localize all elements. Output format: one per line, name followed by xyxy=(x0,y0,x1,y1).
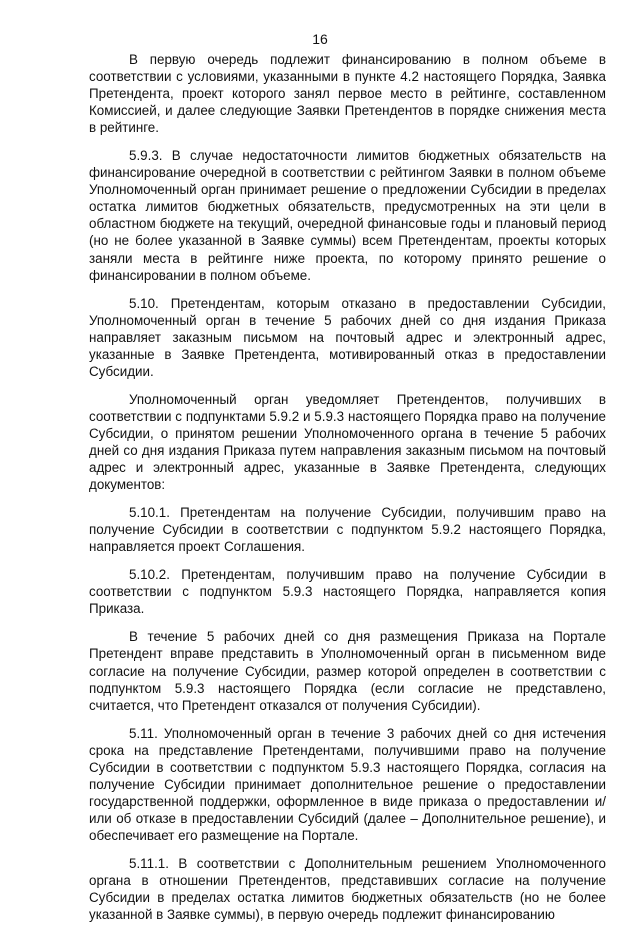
paragraph-notification: Уполномоченный орган уведомляет Претендентов, получивших в соответствии с подпунктами 5.9.2 и 5.9.3 настоящего Порядка право на получение Субсидии, о принятом решении Уполномоченного органа в течение 5 рабочих дней со дня издания Приказа путем направления заказным письмом на почтовый адрес и электронный адрес, указанные в Заявке Претендента, следующих документов: xyxy=(89,391,606,493)
document-body xyxy=(89,51,606,934)
paragraph-priority-funding: В первую очередь подлежит финансированию в полном объеме в соответствии с условиями, указанными в пункте 4.2 настоящего Порядка, Заявка Претендента, проект которого занял первое место в рейтинге, составленном Комиссией, и далее следующие Заявки Претендентов в порядке снижения места в рейтинге. xyxy=(89,52,606,136)
paragraph-5-11-1: 5.11.1. В соответствии с Дополнительным решением Уполномоченного органа в отношении Претендентов, представивших согласие на получение Субсидии в пределах остатка лимитов бюджетных обязательств (но не более указанной в Заявке суммы), в первую очередь подлежит финансированию xyxy=(89,855,606,923)
paragraph-5-11: 5.11. Уполномоченный орган в течение 3 рабочих дней со дня истечения срока на представление Претендентами, получившими право на получение Субсидии в соответствии с подпунктом 5.9.3 настоящего Порядка, согласия на получение Субсидии принимает дополнительное решение о предоставлении государственной поддержки, оформленное в виде приказа о предоставлении и/или об отказе в предоставлении Субсидий (далее – Дополнительное решение), и обеспечивает его размещение на Портале. xyxy=(89,725,606,843)
paragraph-5-10: 5.10. Претендентам, которым отказано в предоставлении Субсидии, Уполномоченный орган в течение 5 рабочих дней со дня издания Приказа направляет заказным письмом на почтовый адрес и электронный адрес, указанные в Заявке Претендента, мотивированный отказ в предоставлении Субсидии. xyxy=(89,295,606,379)
page-number: 16 xyxy=(312,31,328,47)
paragraph-consent-period: В течение 5 рабочих дней со дня размещения Приказа на Портале Претендент вправе представить в Уполномоченный орган в письменном виде согласие на получение Субсидии, размер которой определен в соответствии с подпунктом 5.9.3 настоящего Порядка (если согласие не представлено, считается, что Претендент отказался от получения Субсидии). xyxy=(89,629,606,713)
paragraph-5-9-3: 5.9.3. В случае недостаточности лимитов бюджетных обязательств на финансирование очередной в соответствии с рейтингом Заявки в полном объеме Уполномоченный орган принимает решение о предложении Субсидии в пределах остатка лимитов бюджетных обязательств, предусмотренных на эти цели в областном бюджете на текущий, очередной финансовые годы и плановый период (но не более указанной в Заявке суммы) всем Претендентам, проекты которых заняли места в рейтинге ниже проекта, по которому принято решение о финансировании в полном объеме. xyxy=(89,148,606,283)
paragraph-5-10-2: 5.10.2. Претендентам, получившим право на получение Субсидии в соответствии с подпунктом 5.9.3 настоящего Порядка, направляется копия Приказа. xyxy=(89,567,606,617)
paragraph-5-10-1: 5.10.1. Претендентам на получение Субсидии, получившим право на получение Субсидии в соответствии с подпунктом 5.9.2 настоящего Порядка, направляется проект Соглашения. xyxy=(89,505,606,555)
